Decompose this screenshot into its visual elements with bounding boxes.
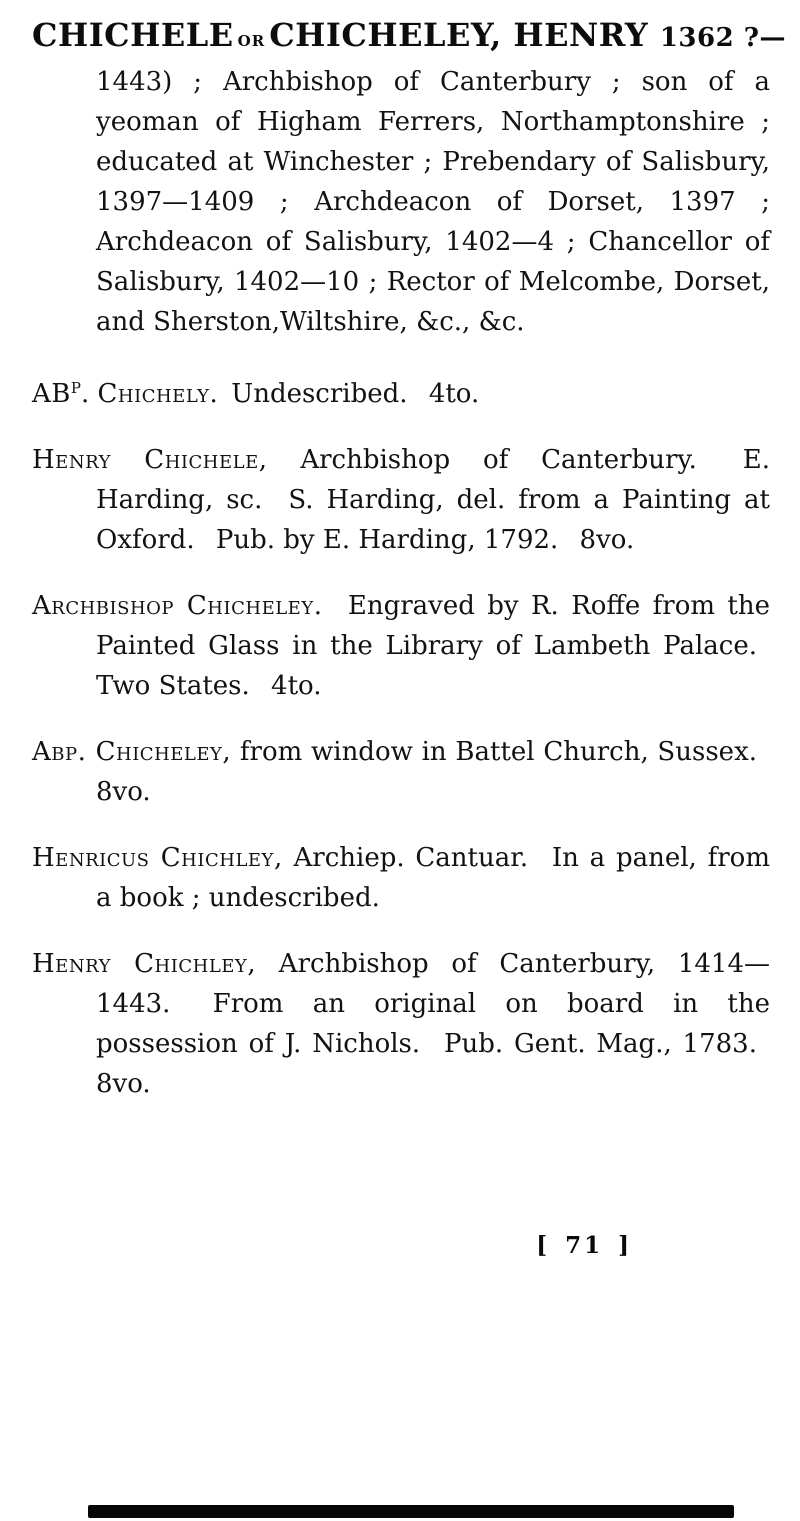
- entry-text: Archbishop of Canterbury. E. Harding, sc. S. Harding, del. from a Painting at Oxford. Pub. by E. Harding, 1792. 8vo.: [96, 445, 770, 555]
- entry-name: Henry Chichley,: [32, 949, 257, 979]
- entry-name: Archbishop Chicheley.: [32, 591, 323, 621]
- heading-continuation-paragraph: 1443) ; Archbishop of Canterbury ; son of a yeoman of Higham Ferrers, Northamptonshire ; educated at Winchester ; Prebendary of Salisbury, 1397—1409 ; Archdeacon of Dorset, 1397 ; Archdeacon of Salisbury, 1402—4 ; Chancellor of Salisbury, 1402—10 ; Rector of Melcombe, Dorset, and Sherston,Wiltshire, &c., &c.: [96, 67, 770, 337]
- catalog-entry-henry-chichele: [32, 440, 770, 560]
- entry-name: Chichely.: [97, 379, 219, 409]
- heading-surname-variant-2: CHICHELEY, HENRY: [269, 16, 649, 54]
- entry-text: Undescribed. 4to.: [218, 379, 480, 409]
- catalog-entry-henricus-chichley: [32, 838, 770, 918]
- catalog-entry-abp-chichely: [32, 368, 770, 414]
- entry-text: from window in Battel Church, Sussex. 8vo.: [96, 737, 770, 807]
- catalog-entry-archbishop-chicheley: [32, 586, 770, 706]
- entry-heading: [32, 12, 786, 62]
- entry-name: Abp. Chicheley,: [32, 737, 232, 767]
- entry-lead-separator: .: [80, 379, 98, 409]
- entry-lead-superscript: P: [70, 379, 81, 397]
- entry-text: Archbishop of Canterbury, 1414—1443. From an original on board in the possession of J. Nichols. Pub. Gent. Mag., 1783. 8vo.: [96, 949, 770, 1099]
- entry-text: Engraved by R. Roffe from the Painted Glass in the Library of Lambeth Palace. Two States. 4to.: [96, 591, 770, 701]
- heading-conjunction: or: [237, 26, 266, 52]
- catalog-entry-henry-chichley-1414: [32, 944, 770, 1104]
- entry-text: Archiep. Cantuar. In a panel, from a book ; undescribed.: [96, 843, 770, 913]
- heading-surname-variant-1: CHICHELE: [32, 16, 234, 54]
- page-number: [ 71 ]: [536, 1232, 632, 1259]
- heading-dates: 1362 ?—: [659, 23, 786, 53]
- catalog-entry-abp-chicheley-battel: [32, 732, 770, 812]
- entry-name: Henry Chichele,: [32, 445, 268, 475]
- scan-edge-artifact: [88, 1505, 734, 1518]
- entry-lead: AB: [32, 379, 71, 409]
- entry-name: Henricus Chichley,: [32, 843, 283, 873]
